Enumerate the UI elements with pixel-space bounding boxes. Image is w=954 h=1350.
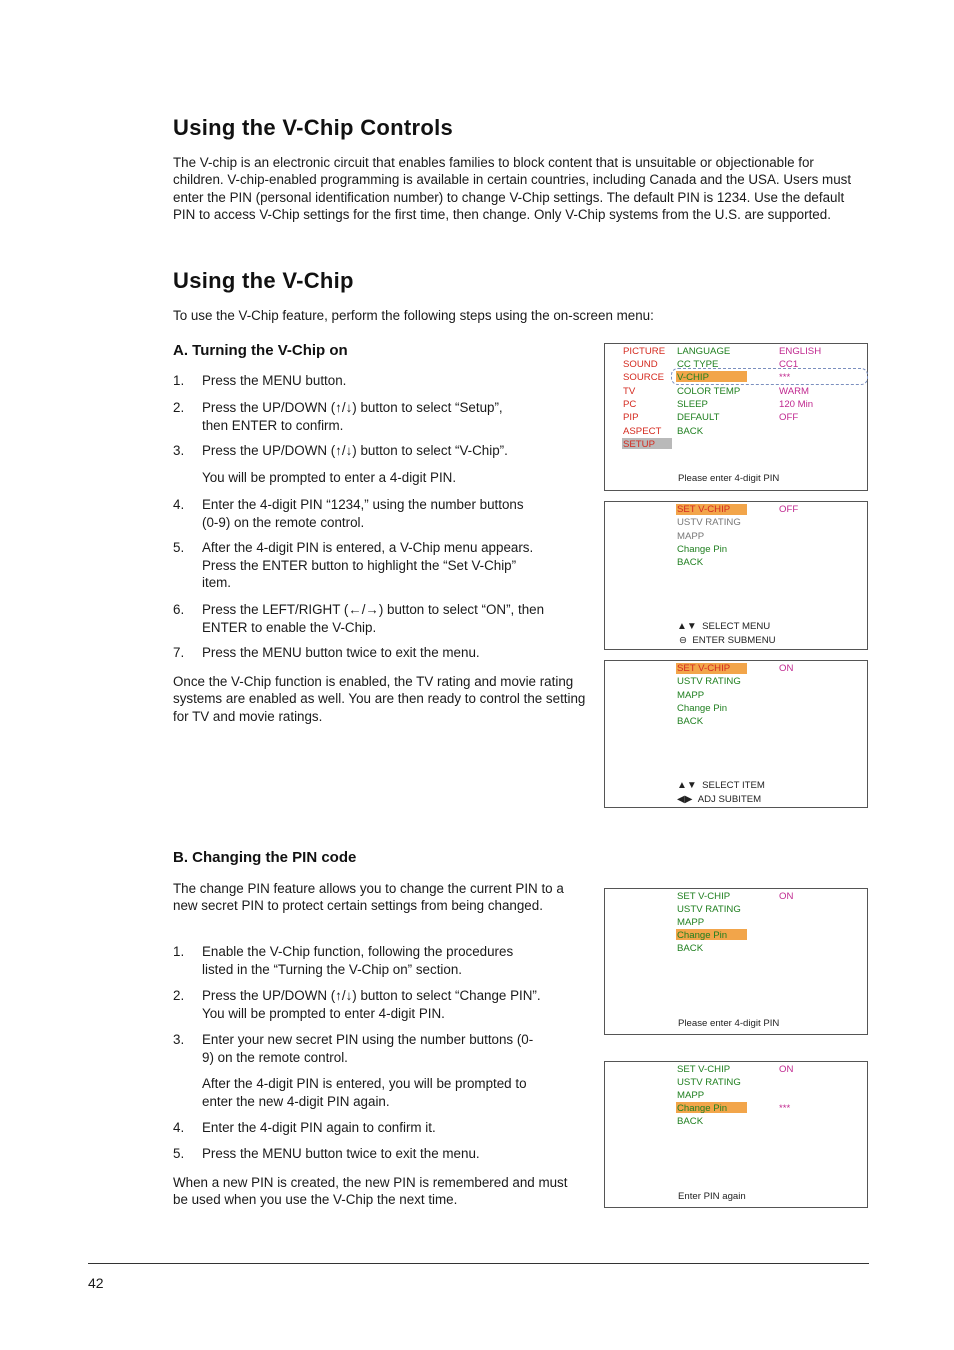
vchip-item-ustv-rating: USTV RATING: [677, 904, 741, 915]
up-down-arrows-icon: ▲▼: [677, 780, 697, 791]
vchip-item-set-vchip: SET V-CHIP: [677, 891, 731, 902]
step-number: 4.: [173, 497, 185, 512]
osd-screen-change-pin: [604, 888, 868, 1035]
menu-item-source: SOURCE: [623, 372, 665, 383]
vchip-item-change-pin: Change Pin: [677, 930, 728, 941]
setup-value-default: OFF: [779, 412, 799, 423]
step-text: Press the UP/DOWN (↑/↓) button to select “V-Chip”.: [202, 443, 508, 458]
step-number: 5.: [173, 1146, 185, 1161]
part-b-outro: When a new PIN is created, the new PIN is remembered and must be used when you use the V-Chip the next time.: [173, 1175, 568, 1208]
page-number: 42: [88, 1275, 104, 1291]
step-number: 1.: [173, 373, 185, 388]
step-number: 2.: [173, 400, 185, 415]
vchip-item-mapp: MAPP: [677, 1090, 705, 1101]
step-text: After the 4-digit PIN is entered, a V-Chip menu appears. Press the ENTER button to highlight the “Set V-Chip” item.: [202, 540, 534, 590]
pin-again-prompt: Enter PIN again: [678, 1191, 746, 1202]
section-intro-using-vchip: To use the V-Chip feature, perform the following steps using the on-screen menu:: [173, 308, 654, 323]
menu-item-pc: PC: [623, 399, 637, 410]
step-text: Press the UP/DOWN (↑/↓) button to select “Change PIN”. You will be prompted to enter 4-digit PIN.: [202, 988, 541, 1021]
menu-item-sound: SOUND: [623, 359, 658, 370]
setup-item-sleep: SLEEP: [677, 399, 708, 410]
osd-screen-vchip-off: [604, 501, 868, 650]
enter-button-icon: ⊖: [679, 635, 688, 646]
set-vchip-value: ON: [779, 891, 794, 902]
hint-enter-submenu: ⊖ ENTER SUBMENU: [679, 635, 776, 646]
vchip-item-mapp: MAPP: [677, 531, 705, 542]
section-body-vchip-controls: The V-chip is an electronic circuit that enables families to block content that is unsuitable or objectionable for children. V-chip-enabled programming is available in certain countries, including Canada and the USA. Users must enter the PIN (personal identification number) to change V-Chip settings. The default PIN is 1234. Use the default PIN to access V-Chip settings for the first time, then change. Only V-Chip systems from the U.S. are supported.: [173, 155, 852, 222]
section-title-using-vchip: Using the V-Chip: [173, 268, 354, 293]
setup-item-cc-type: CC TYPE: [677, 359, 719, 370]
vchip-item-ustv-rating: USTV RATING: [677, 517, 741, 528]
vchip-item-change-pin: Change Pin: [677, 703, 728, 714]
step-number: 4.: [173, 1120, 185, 1135]
step-text: After the 4-digit PIN is entered, you will be prompted to enter the new 4-digit PIN again.: [202, 1076, 527, 1109]
step-text: Press the LEFT/RIGHT (←/→) button to select “ON”, then ENTER to enable the V-Chip.: [202, 602, 545, 635]
step-number: 3.: [173, 443, 185, 458]
pin-prompt: Please enter 4-digit PIN: [678, 473, 780, 484]
setup-value-vchip: ***: [779, 372, 791, 383]
vchip-item-ustv-rating: USTV RATING: [677, 676, 741, 687]
menu-item-tv: TV: [623, 386, 636, 397]
step-number: 3.: [173, 1032, 185, 1047]
vchip-item-back: BACK: [677, 943, 704, 954]
step-text: Press the MENU button.: [202, 373, 347, 388]
vchip-item-back: BACK: [677, 716, 704, 727]
step-text: Enter the 4-digit PIN again to confirm it.: [202, 1120, 436, 1135]
set-vchip-value: OFF: [779, 504, 799, 515]
hint-adj-subitem: ◀▶ ADJ SUBITEM: [677, 794, 762, 805]
section-title-vchip-controls: Using the V-Chip Controls: [173, 115, 454, 140]
hint-select-item: ▲▼ SELECT ITEM: [677, 780, 765, 791]
vchip-item-mapp: MAPP: [677, 690, 705, 701]
step-number: 1.: [173, 944, 185, 959]
step-text: Press the UP/DOWN (↑/↓) button to select “Setup”, then ENTER to confirm.: [202, 400, 503, 433]
up-down-arrows-icon: ▲▼: [677, 621, 697, 632]
menu-item-pip: PIP: [623, 412, 639, 423]
part-a-outro: Once the V-Chip function is enabled, the TV rating and movie rating systems are enabled as well. You are then ready to control the setting for TV and movie ratings.: [173, 674, 586, 724]
vchip-item-back: BACK: [677, 557, 704, 568]
vchip-item-change-pin: Change Pin: [677, 544, 728, 555]
setup-value-sleep: 120 Min: [779, 399, 814, 410]
set-vchip-value: ON: [779, 1064, 794, 1075]
step-number: 6.: [173, 602, 185, 617]
vchip-item-mapp: MAPP: [677, 917, 705, 928]
pin-prompt: Please enter 4-digit PIN: [678, 1018, 780, 1029]
vchip-item-set-vchip: SET V-CHIP: [677, 663, 731, 674]
menu-item-picture: PICTURE: [623, 346, 666, 357]
setup-value-cc-type: CC1: [779, 359, 799, 370]
osd-screen-enter-pin-again: [604, 1061, 868, 1208]
setup-item-language: LANGUAGE: [677, 346, 731, 357]
vchip-item-ustv-rating: USTV RATING: [677, 1077, 741, 1088]
step-number: 2.: [173, 988, 185, 1003]
step-number: 7.: [173, 645, 185, 660]
setup-item-color-temp: COLOR TEMP: [677, 386, 741, 397]
footer-rule: [88, 1263, 869, 1264]
vchip-item-back: BACK: [677, 1116, 704, 1127]
step-text: Enter the 4-digit PIN “1234,” using the number buttons (0-9) on the remote control.: [202, 497, 524, 530]
step-text: Enter your new secret PIN using the number buttons (0- 9) on the remote control.: [202, 1032, 534, 1065]
vchip-item-set-vchip: SET V-CHIP: [677, 1064, 731, 1075]
hint-select-menu: ▲▼ SELECT MENU: [677, 621, 771, 632]
step-text: You will be prompted to enter a 4-digit PIN.: [202, 470, 457, 485]
pin-mask: ***: [779, 1103, 791, 1114]
menu-item-setup: SETUP: [623, 439, 655, 450]
set-vchip-value: ON: [779, 663, 794, 674]
setup-item-default: DEFAULT: [677, 412, 720, 423]
part-b-intro: The change PIN feature allows you to change the current PIN to a new secret PIN to protect certain settings from being changed.: [173, 881, 564, 914]
osd-screen-setup-menu: [604, 343, 868, 491]
osd-screen-vchip-on: [604, 660, 868, 808]
setup-value-language: ENGLISH: [779, 346, 822, 357]
setup-value-color-temp: WARM: [779, 386, 810, 397]
step-text: Press the MENU button twice to exit the menu.: [202, 645, 480, 660]
subheading-turning-vchip-on: A. Turning the V-Chip on: [173, 342, 348, 359]
vchip-item-set-vchip: SET V-CHIP: [677, 504, 731, 515]
step-number: 5.: [173, 540, 185, 555]
menu-item-aspect: ASPECT: [623, 426, 662, 437]
setup-item-back: BACK: [677, 426, 704, 437]
left-right-arrows-icon: ◀▶: [677, 794, 693, 805]
step-text: Enable the V-Chip function, following the procedures listed in the “Turning the V-Chip on” section.: [202, 944, 514, 977]
setup-item-vchip: V-CHIP: [677, 372, 709, 383]
vchip-item-change-pin: Change Pin: [677, 1103, 728, 1114]
step-text: Press the MENU button twice to exit the menu.: [202, 1146, 480, 1161]
subheading-changing-pin: B. Changing the PIN code: [173, 849, 357, 866]
